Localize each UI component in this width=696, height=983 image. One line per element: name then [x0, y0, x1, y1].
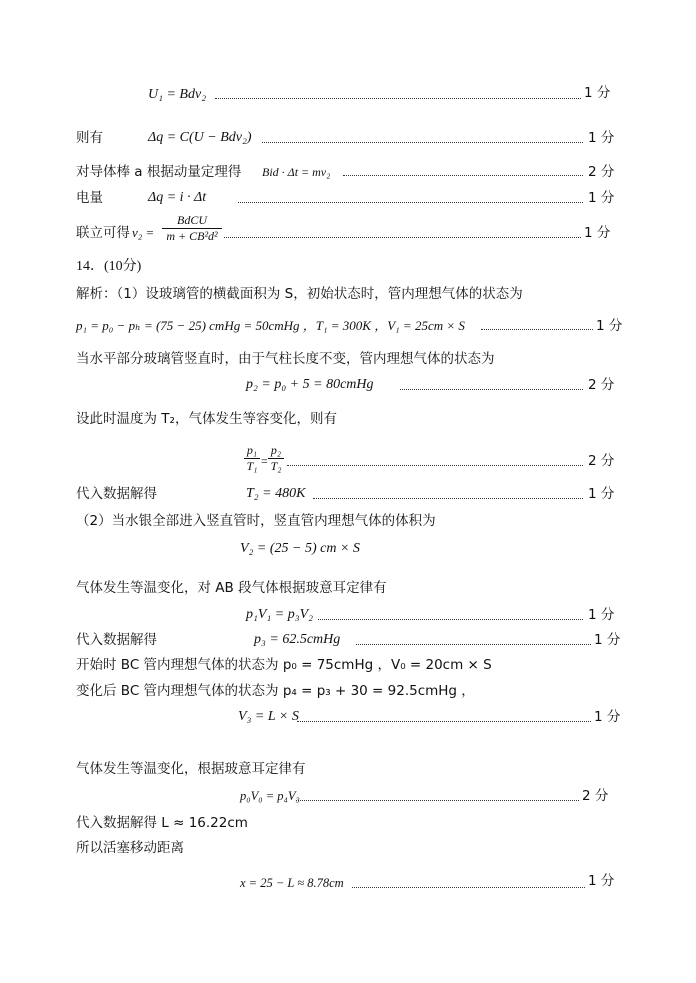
formula-v2-lhs: v₂ = [132, 225, 155, 240]
score-13: 2 分 [582, 788, 609, 804]
formula-t2: T₂ = 480K [246, 486, 306, 501]
leader-dots [297, 721, 591, 722]
leader-dots [287, 465, 583, 466]
formula-x: x = 25 − L ≈ 8.78cm [240, 876, 344, 890]
label-momentum: 对导体棒 a 根据动量定理得 [76, 164, 242, 180]
label-lianli: 联立可得 [76, 225, 130, 241]
leader-dots [318, 619, 583, 620]
formula-state1: p₁ = p₀ − pₕ = (75 − 25) cmHg = 50cmHg ，T₁ = 300K ，V₁ = 25cm × S [76, 318, 465, 333]
leader-dots [238, 202, 583, 203]
formula-dq: Δq = C(U − Bdv₂) [148, 130, 252, 145]
label-zeyou: 则有 [76, 130, 103, 146]
leader-dots [215, 98, 581, 99]
score-4: 1 分 [588, 190, 615, 206]
formula-v2: V₂ = (25 − 5) cm × S [240, 541, 360, 556]
text-l-result: 代入数据解得 L ≈ 16.22cm [76, 815, 248, 831]
score-12: 1 分 [594, 709, 621, 725]
formula-v3: V₃ = L × S [238, 709, 299, 724]
equals-sign: = [261, 454, 268, 468]
leader-dots [400, 389, 583, 390]
text-boyle-ab: 气体发生等温变化，对 AB 段气体根据玻意耳定律有 [76, 580, 387, 596]
label-substitute: 代入数据解得 [76, 486, 157, 502]
score-11: 1 分 [594, 632, 621, 648]
score-14: 1 分 [588, 873, 615, 889]
leader-dots [343, 175, 583, 176]
question-header: 14．(10分) [76, 259, 142, 274]
leader-dots [262, 142, 583, 143]
fraction-denominator: m + CB²d² [166, 229, 218, 243]
text-isochoric: 设此时温度为 T₂，气体发生等容变化，则有 [76, 411, 337, 427]
label-substitute: 代入数据解得 [76, 632, 157, 648]
leader-dots [313, 498, 583, 499]
leader-dots [224, 237, 581, 238]
text-bc-after: 变化后 BC 管内理想气体的状态为 p₄ = p₃ + 30 = 92.5cmHg ， [76, 683, 475, 699]
leader-dots [296, 800, 579, 801]
score-2: 1 分 [588, 130, 615, 146]
score-6: 1 分 [596, 318, 623, 334]
fraction-p1-t1 [244, 444, 260, 473]
score-9: 1 分 [588, 486, 615, 502]
formula-boyle-2: p₀V₀ = p₄V₃ [240, 789, 300, 803]
score-3: 2 分 [588, 164, 615, 180]
text-bc-initial: 开始时 BC 管内理想气体的状态为 p₀ = 75cmHg ，V₀ = 20cm × S [76, 657, 492, 673]
formula-u1: U₁ = Bdv₂ [148, 87, 207, 102]
fraction-numerator: p₁ [246, 443, 258, 457]
fraction-denominator: T₂ [270, 459, 282, 473]
text-part2: （2）当水银全部进入竖直管时，竖直管内理想气体的体积为 [76, 513, 436, 529]
leader-dots [352, 887, 585, 888]
fraction-numerator: p₂ [270, 443, 282, 457]
score-7: 2 分 [588, 377, 615, 393]
formula-p3: p₃ = 62.5cmHg [254, 632, 341, 647]
label-dianliang: 电量 [76, 190, 103, 206]
text-boyle-bc: 气体发生等温变化，根据玻意耳定律有 [76, 761, 306, 777]
analysis-intro: 解析：（1）设玻璃管的横截面积为 S，初始状态时，管内理想气体的状态为 [76, 286, 523, 302]
formula-momentum: Bid · Δt = mv₂ [262, 165, 331, 179]
fraction-denominator: T₁ [246, 459, 258, 473]
score-10: 1 分 [588, 607, 615, 623]
fraction-numerator: BdCU [177, 213, 207, 227]
formula-p2: p₂ = p₀ + 5 = 80cmHg [246, 377, 374, 392]
text-piston: 所以活塞移动距离 [76, 840, 184, 856]
score-1: 1 分 [584, 85, 611, 101]
text-vertical: 当水平部分玻璃管竖直时，由于气柱长度不变，管内理想气体的状态为 [76, 351, 495, 367]
formula-boyle-1: p₁V₁ = p₃V₂ [246, 607, 314, 622]
score-5: 1 分 [584, 225, 611, 241]
score-8: 2 分 [588, 453, 615, 469]
formula-charge: Δq = i · Δt [148, 190, 207, 205]
fraction-v2 [162, 214, 222, 243]
leader-dots [356, 644, 591, 645]
leader-dots [481, 329, 593, 330]
fraction-p2-t2 [268, 444, 284, 473]
